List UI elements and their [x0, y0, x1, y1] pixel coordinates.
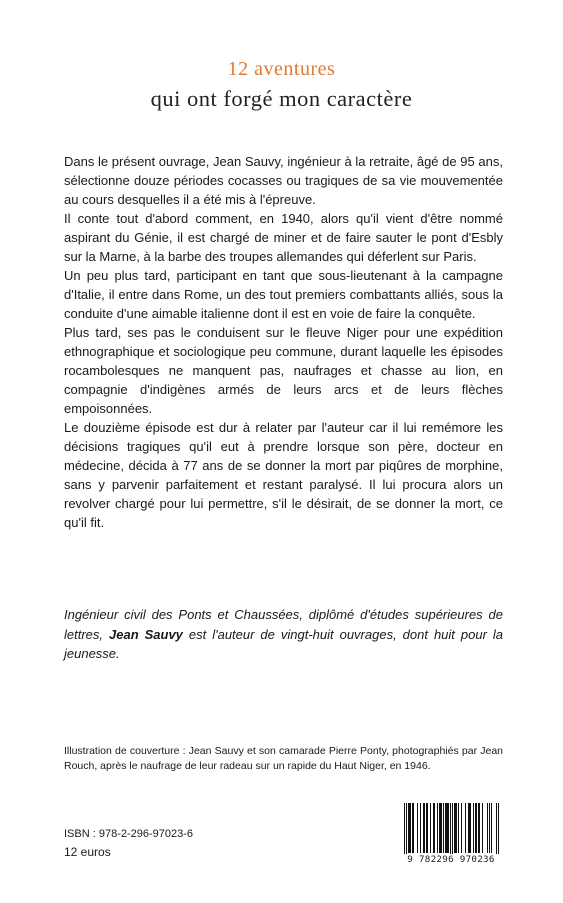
- cover-illustration-credit: Illustration de couverture : Jean Sauvy et son camarade Pierre Ponty, photographiés par Jean Rouch, après le naufrage de leur radeau sur un rapide du Haut Niger, en 1946.: [64, 745, 503, 772]
- author-bio: [64, 605, 503, 664]
- barcode-bar: [409, 803, 410, 853]
- barcode-bar: [468, 803, 469, 853]
- barcode-bar: [465, 803, 466, 853]
- isbn-label: ISBN : 978-2-296-97023-6: [64, 828, 194, 840]
- barcode-bar: [452, 803, 453, 855]
- summary-paragraph-5: Le douzième épisode est dur à relater par l'auteur car il lui remémore les décisions tragiques qu'il eut à prendre lorsque son père, docteur en médecine, décida à 77 ans de se donner la mort par piqûres de morphine, sans y parvenir parfaitement et restant paralysé. Il lui procura alors un revolver chargé pour lui permettre, s'il le désirait, de se donner la mort, ce qu'il fit.: [64, 420, 503, 530]
- barcode-bar: [417, 803, 418, 853]
- price-label: 12 euros: [64, 845, 111, 859]
- summary-text: [64, 152, 503, 532]
- summary-paragraph-1: Dans le présent ouvrage, Jean Sauvy, ingénieur à la retraite, âgé de 95 ans, sélectionne douze périodes cocasses ou tragiques de sa vie mouvementée au cours desquelles il a été mis à l'épreuve.: [64, 154, 503, 207]
- barcode-bar: [440, 803, 441, 853]
- barcode-bar: [496, 803, 497, 855]
- title-line-1: 12 aventures: [227, 58, 336, 80]
- barcode-bar: [430, 803, 431, 853]
- barcode-bar: [439, 803, 440, 853]
- barcode-bar: [473, 803, 474, 853]
- barcode-bar: [410, 803, 411, 853]
- barcode-bars: [398, 801, 504, 855]
- title-line-2: qui ont forgé mon caractère: [150, 86, 413, 111]
- barcode-bar: [476, 803, 477, 853]
- barcode-bar: [404, 803, 405, 855]
- barcode-bar: [447, 803, 448, 853]
- barcode-bar: [450, 803, 451, 855]
- barcode-bar: [424, 803, 425, 853]
- barcode-bar: [454, 803, 455, 853]
- barcode-bar: [448, 803, 449, 853]
- barcode-bar: [420, 803, 421, 853]
- barcode-bar: [482, 803, 483, 853]
- barcode-bar: [445, 803, 446, 853]
- barcode-bar: [458, 803, 459, 853]
- summary-paragraph-2: Il conte tout d'abord comment, en 1940, alors qu'il vient d'être nommé aspirant du Génie, il est chargé de miner et de faire sauter le pont d'Esbly sur la Marne, à la barbe des troupes allemandes qui déferlent sur Paris.: [64, 211, 503, 264]
- barcode-digits: 9 782296 970236: [398, 854, 504, 866]
- barcode-bar: [427, 803, 428, 853]
- summary-paragraph-3: Un peu plus tard, participant en tant que sous-lieutenant à la campagne d'Italie, il entre dans Rome, un des tout premiers combattants alliés, sous la conduite d'une aimable italienne dont il est en voie de faire la conquête.: [64, 268, 503, 321]
- barcode-bar: [489, 803, 490, 853]
- barcode-bar: [443, 803, 444, 853]
- bio-text-end: est l'auteur de vingt-huit ouvrages, dont huit pour la jeunesse.: [64, 626, 504, 661]
- barcode-bar: [469, 803, 470, 853]
- barcode-bar: [478, 803, 479, 853]
- barcode-bar: [470, 803, 471, 853]
- summary-paragraph-4: Plus tard, ses pas le conduisent sur le fleuve Niger pour une expédition ethnographique et sociologique peu commune, durant laquelle les épisodes rocambolesques ne manquent pas, naufrages et chasse au lion, en compagnie d'indigènes armés de leurs arcs et de leurs flèches empoisonnées.: [64, 325, 503, 416]
- barcode-bar: [461, 803, 462, 853]
- bio-author-name: Jean Sauvy: [109, 626, 183, 642]
- barcode-bar: [475, 803, 476, 853]
- barcode-bar: [423, 803, 424, 853]
- barcode-bar: [487, 803, 488, 853]
- barcode-bar: [446, 803, 447, 853]
- barcode-bar: [441, 803, 442, 853]
- barcode-bar: [413, 803, 414, 853]
- barcode-bar: [433, 803, 434, 853]
- barcode-bar: [434, 803, 435, 853]
- barcode-bar: [498, 803, 499, 855]
- barcode-bar: [412, 803, 413, 853]
- barcode-bar: [426, 803, 427, 853]
- barcode-bar: [455, 803, 456, 853]
- bio-text-start: Ingénieur civil des Ponts et Chaussées, diplômé d'études supérieures de lettres,: [64, 607, 503, 642]
- barcode-bar: [408, 803, 409, 853]
- barcode-bar: [437, 803, 438, 853]
- barcode-bar: [479, 803, 480, 853]
- barcode-bar: [406, 803, 407, 855]
- barcode-bar: [456, 803, 457, 853]
- barcode-bar: [491, 803, 492, 853]
